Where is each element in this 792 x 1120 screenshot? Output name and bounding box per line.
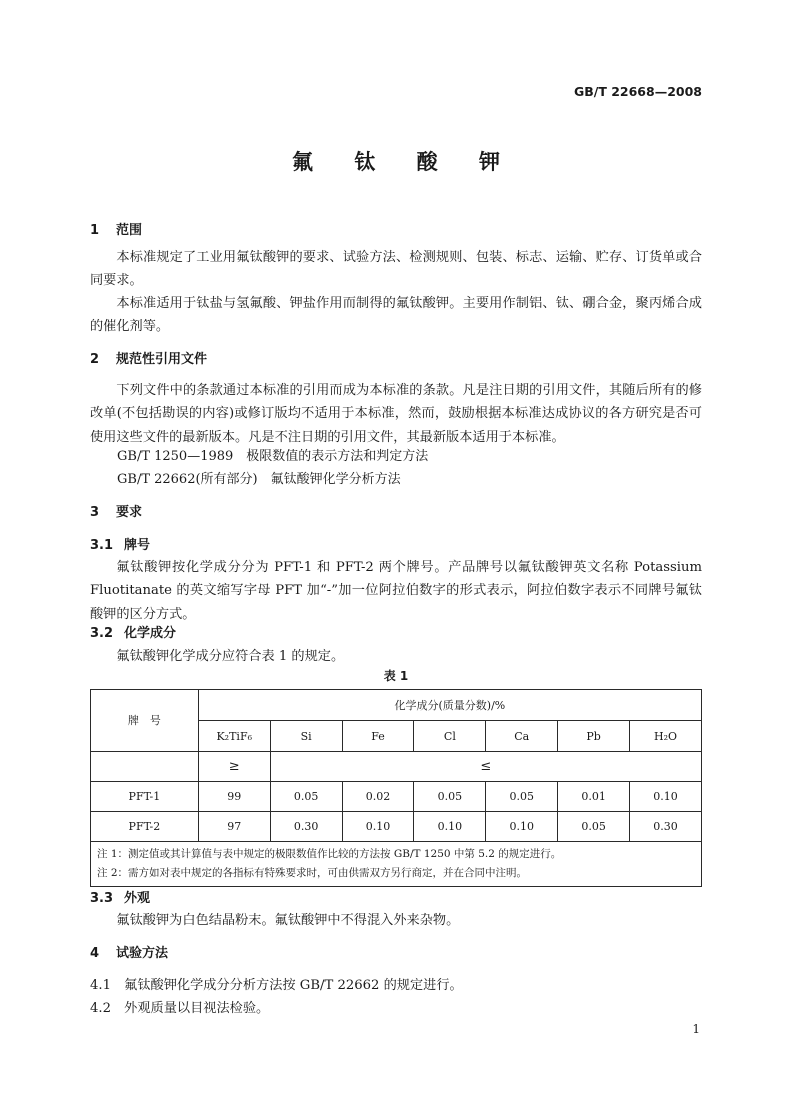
section-1-heading [90, 224, 142, 237]
table-cell: 99 [198, 782, 270, 812]
table-cell: 0.30 [270, 812, 342, 842]
composition-group-header: 化学成分(质量分数)/% [198, 690, 701, 721]
clause-4-1: 4.1 氟钛酸钾化学成分分析方法按 GB/T 22662 的规定进行。 [90, 978, 463, 993]
table-row [91, 812, 702, 842]
section-3-3-paragraph: 氟钛酸钾为白色结晶粉末。氟钛酸钾中不得混入外来杂物。 [116, 913, 460, 928]
table-row [91, 782, 702, 812]
section-1-paragraph-1: 本标准规定了工业用氟钛酸钾的要求、试验方法、检测规则、包装、标志、运输、贮存、订货单或合同要求。 [90, 250, 702, 289]
table-cell: 0.01 [558, 782, 630, 812]
limit-min-sign: ≥ [198, 752, 270, 782]
table-cell: 0.10 [414, 812, 486, 842]
section-title: 规范性引用文件 [116, 352, 208, 367]
limit-max-sign: ≤ [270, 752, 701, 782]
section-title: 试验方法 [116, 946, 169, 961]
reference-gbt22662: GB/T 22662(所有部分) 氟钛酸钾化学分析方法 [117, 472, 401, 487]
table-cell: 0.10 [486, 812, 558, 842]
grade-column-header: 牌 号 [91, 690, 199, 752]
section-3-3-heading [90, 892, 150, 905]
column-header: Pb [558, 721, 630, 752]
table-cell: 0.05 [486, 782, 558, 812]
table-cell: 0.05 [558, 812, 630, 842]
table-notes-row [91, 842, 702, 887]
table-note-2: 注 2：需方如对表中规定的各指标有特殊要求时，可由供需双方另行商定，并在合同中注明。 [97, 867, 528, 879]
empty-cell [91, 752, 199, 782]
grade-cell: PFT-1 [91, 782, 199, 812]
standard-code: GB/T 22668—2008 [573, 84, 702, 99]
column-header: Fe [342, 721, 414, 752]
table-cell: 0.05 [414, 782, 486, 812]
reference-gbt1250: GB/T 1250—1989 极限数值的表示方法和判定方法 [117, 449, 429, 464]
table-cell: 0.10 [630, 782, 702, 812]
section-number: 2 [90, 352, 100, 367]
column-header: Cl [414, 721, 486, 752]
section-title: 化学成分 [124, 626, 177, 641]
section-1-paragraph-2: 本标准适用于钛盐与氢氟酸、钾盐作用而制得的氟钛酸钾。主要用作制铝、钛、硼合金，聚丙烯合成的催化剂等。 [90, 296, 702, 335]
section-3-1-paragraph: 氟钛酸钾按化学成分分为 PFT-1 和 PFT-2 两个牌号。产品牌号以氟钛酸钾英文名称 Potassium Fluotitanate 的英文缩写字母 PFT 加“-”加一位阿拉伯数字的形式表示，阿拉伯数字表示不同牌号氟钛酸钾的区分方式。 [90, 560, 702, 622]
table-note-1: 注 1：测定值或其计算值与表中规定的极限数值作比较的方法按 GB/T 1250 中第 5.2 的规定进行。 [97, 848, 562, 860]
section-3-2-paragraph: 氟钛酸钾化学成分应符合表 1 的规定。 [116, 649, 345, 664]
section-2-paragraph: 下列文件中的条款通过本标准的引用而成为本标准的条款。凡是注日期的引用文件，其随后所有的修改单(不包括勘误的内容)或修订版均不适用于本标准，然而，鼓励根据本标准达成协议的各方研究是否可使用这些文件的最新版本。凡是不注日期的引用文件，其最新版本适用于本标准。 [90, 383, 702, 445]
section-number: 3 [90, 505, 100, 520]
section-2-heading [90, 353, 207, 366]
section-number: 3.1 [90, 538, 114, 553]
page-number: 1 [692, 1022, 700, 1036]
clause-4-2: 4.2 外观质量以目视法检验。 [90, 1001, 270, 1016]
table-caption: 表 1 [383, 669, 409, 683]
section-3-2-heading [90, 627, 176, 640]
limit-row [91, 752, 702, 782]
section-3-1-heading [90, 539, 150, 552]
section-number: 1 [90, 223, 100, 238]
document-title: 氟 钛 酸 钾 [292, 150, 517, 174]
table-cell: 97 [198, 812, 270, 842]
table-notes [91, 842, 702, 887]
table-cell: 0.05 [270, 782, 342, 812]
section-number: 3.3 [90, 891, 114, 906]
table-header-row [91, 690, 702, 721]
column-header: K₂TiF₆ [198, 721, 270, 752]
section-4-heading [90, 947, 168, 960]
column-header: Si [270, 721, 342, 752]
section-title: 外观 [124, 891, 151, 906]
chemical-composition-table [90, 689, 702, 887]
section-number: 4 [90, 946, 100, 961]
grade-cell: PFT-2 [91, 812, 199, 842]
section-3-heading [90, 506, 142, 519]
section-title: 范围 [116, 223, 143, 238]
section-number: 3.2 [90, 626, 114, 641]
section-title: 要求 [116, 505, 143, 520]
column-header: Ca [486, 721, 558, 752]
section-title: 牌号 [124, 538, 151, 553]
table-cell: 0.10 [342, 812, 414, 842]
table-cell: 0.02 [342, 782, 414, 812]
table-cell: 0.30 [630, 812, 702, 842]
column-header: H₂O [630, 721, 702, 752]
